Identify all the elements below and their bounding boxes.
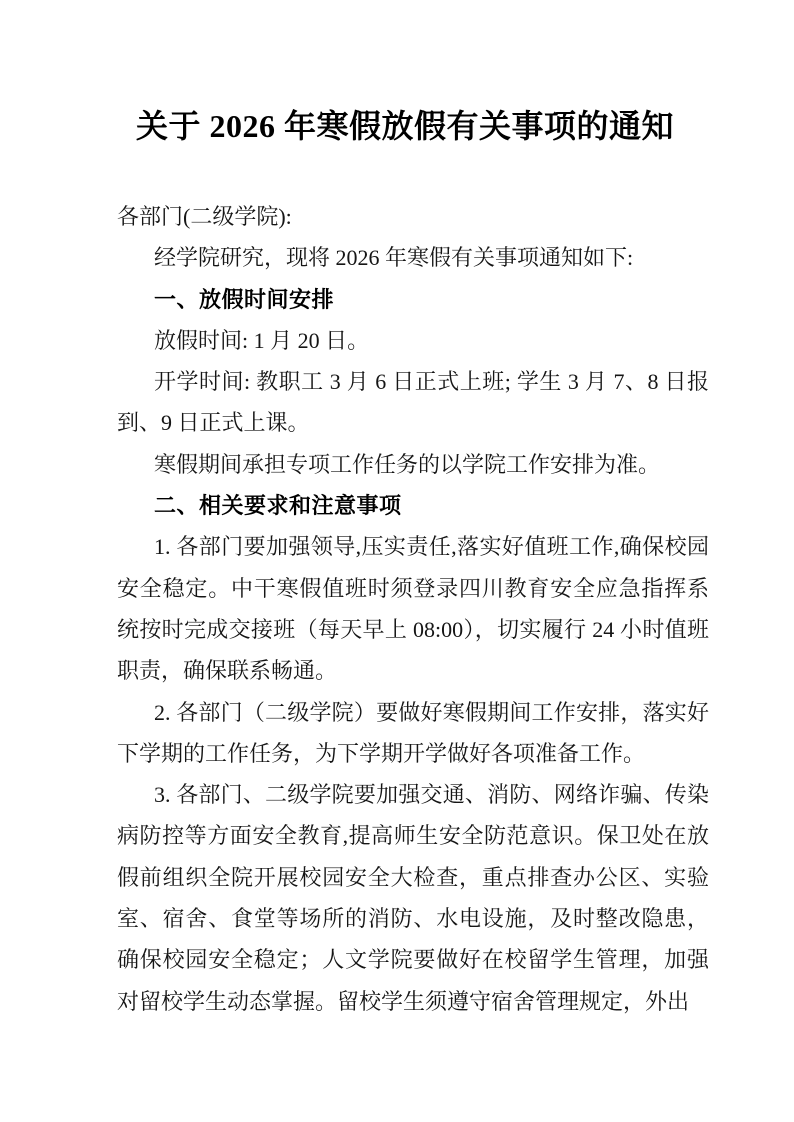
paragraph-requirement-1: 1. 各部门要加强领导,压实责任,落实好值班工作,确保校园安全稳定。中干寒假值班时须登录四川教育安全应急指挥系统按时完成交接班（每天早上 08:00），切实履行 24 小时值班职责，确保联系畅通。 <box>117 534 709 684</box>
paragraph-school-reopen-time: 开学时间: 教职工 3 月 6 日正式上班; 学生 3 月 7、8 日报到、9 日正式上课。 <box>117 369 709 436</box>
paragraph-holiday-start-time: 放假时间: 1 月 20 日。 <box>154 327 370 353</box>
intro-paragraph: 经学院研究，现将 2026 年寒假有关事项通知如下: <box>154 245 634 271</box>
paragraph-requirement-3: 3. 各部门、二级学院要加强交通、消防、网络诈骗、传染病防控等方面安全教育,提高师生安全防范意识。保卫处在放假前组织全院开展校园安全大检查，重点排查办公区、实验室、宿舍、食堂等场所的消防、水电设施，及时整改隐患，确保校园安全稳定；人文学院要做好在校留学生管理，加强对留校学生动态掌握。留校学生须遵守宿舍管理规定，外出 <box>117 782 709 1014</box>
document-body <box>117 196 709 1022</box>
paragraph-requirement-2: 2. 各部门（二级学院）要做好寒假期间工作安排，落实好下学期的工作任务，为下学期开学做好各项准备工作。 <box>117 699 709 766</box>
section-1-heading: 一、放假时间安排 <box>154 286 335 312</box>
salutation: 各部门(二级学院): <box>117 204 292 229</box>
section-2-heading: 二、相关要求和注意事项 <box>154 493 402 519</box>
paragraph-special-task-note: 寒假期间承担专项工作任务的以学院工作安排为准。 <box>154 451 661 477</box>
document-title: 关于 2026 年寒假放假有关事项的通知 <box>135 108 674 144</box>
